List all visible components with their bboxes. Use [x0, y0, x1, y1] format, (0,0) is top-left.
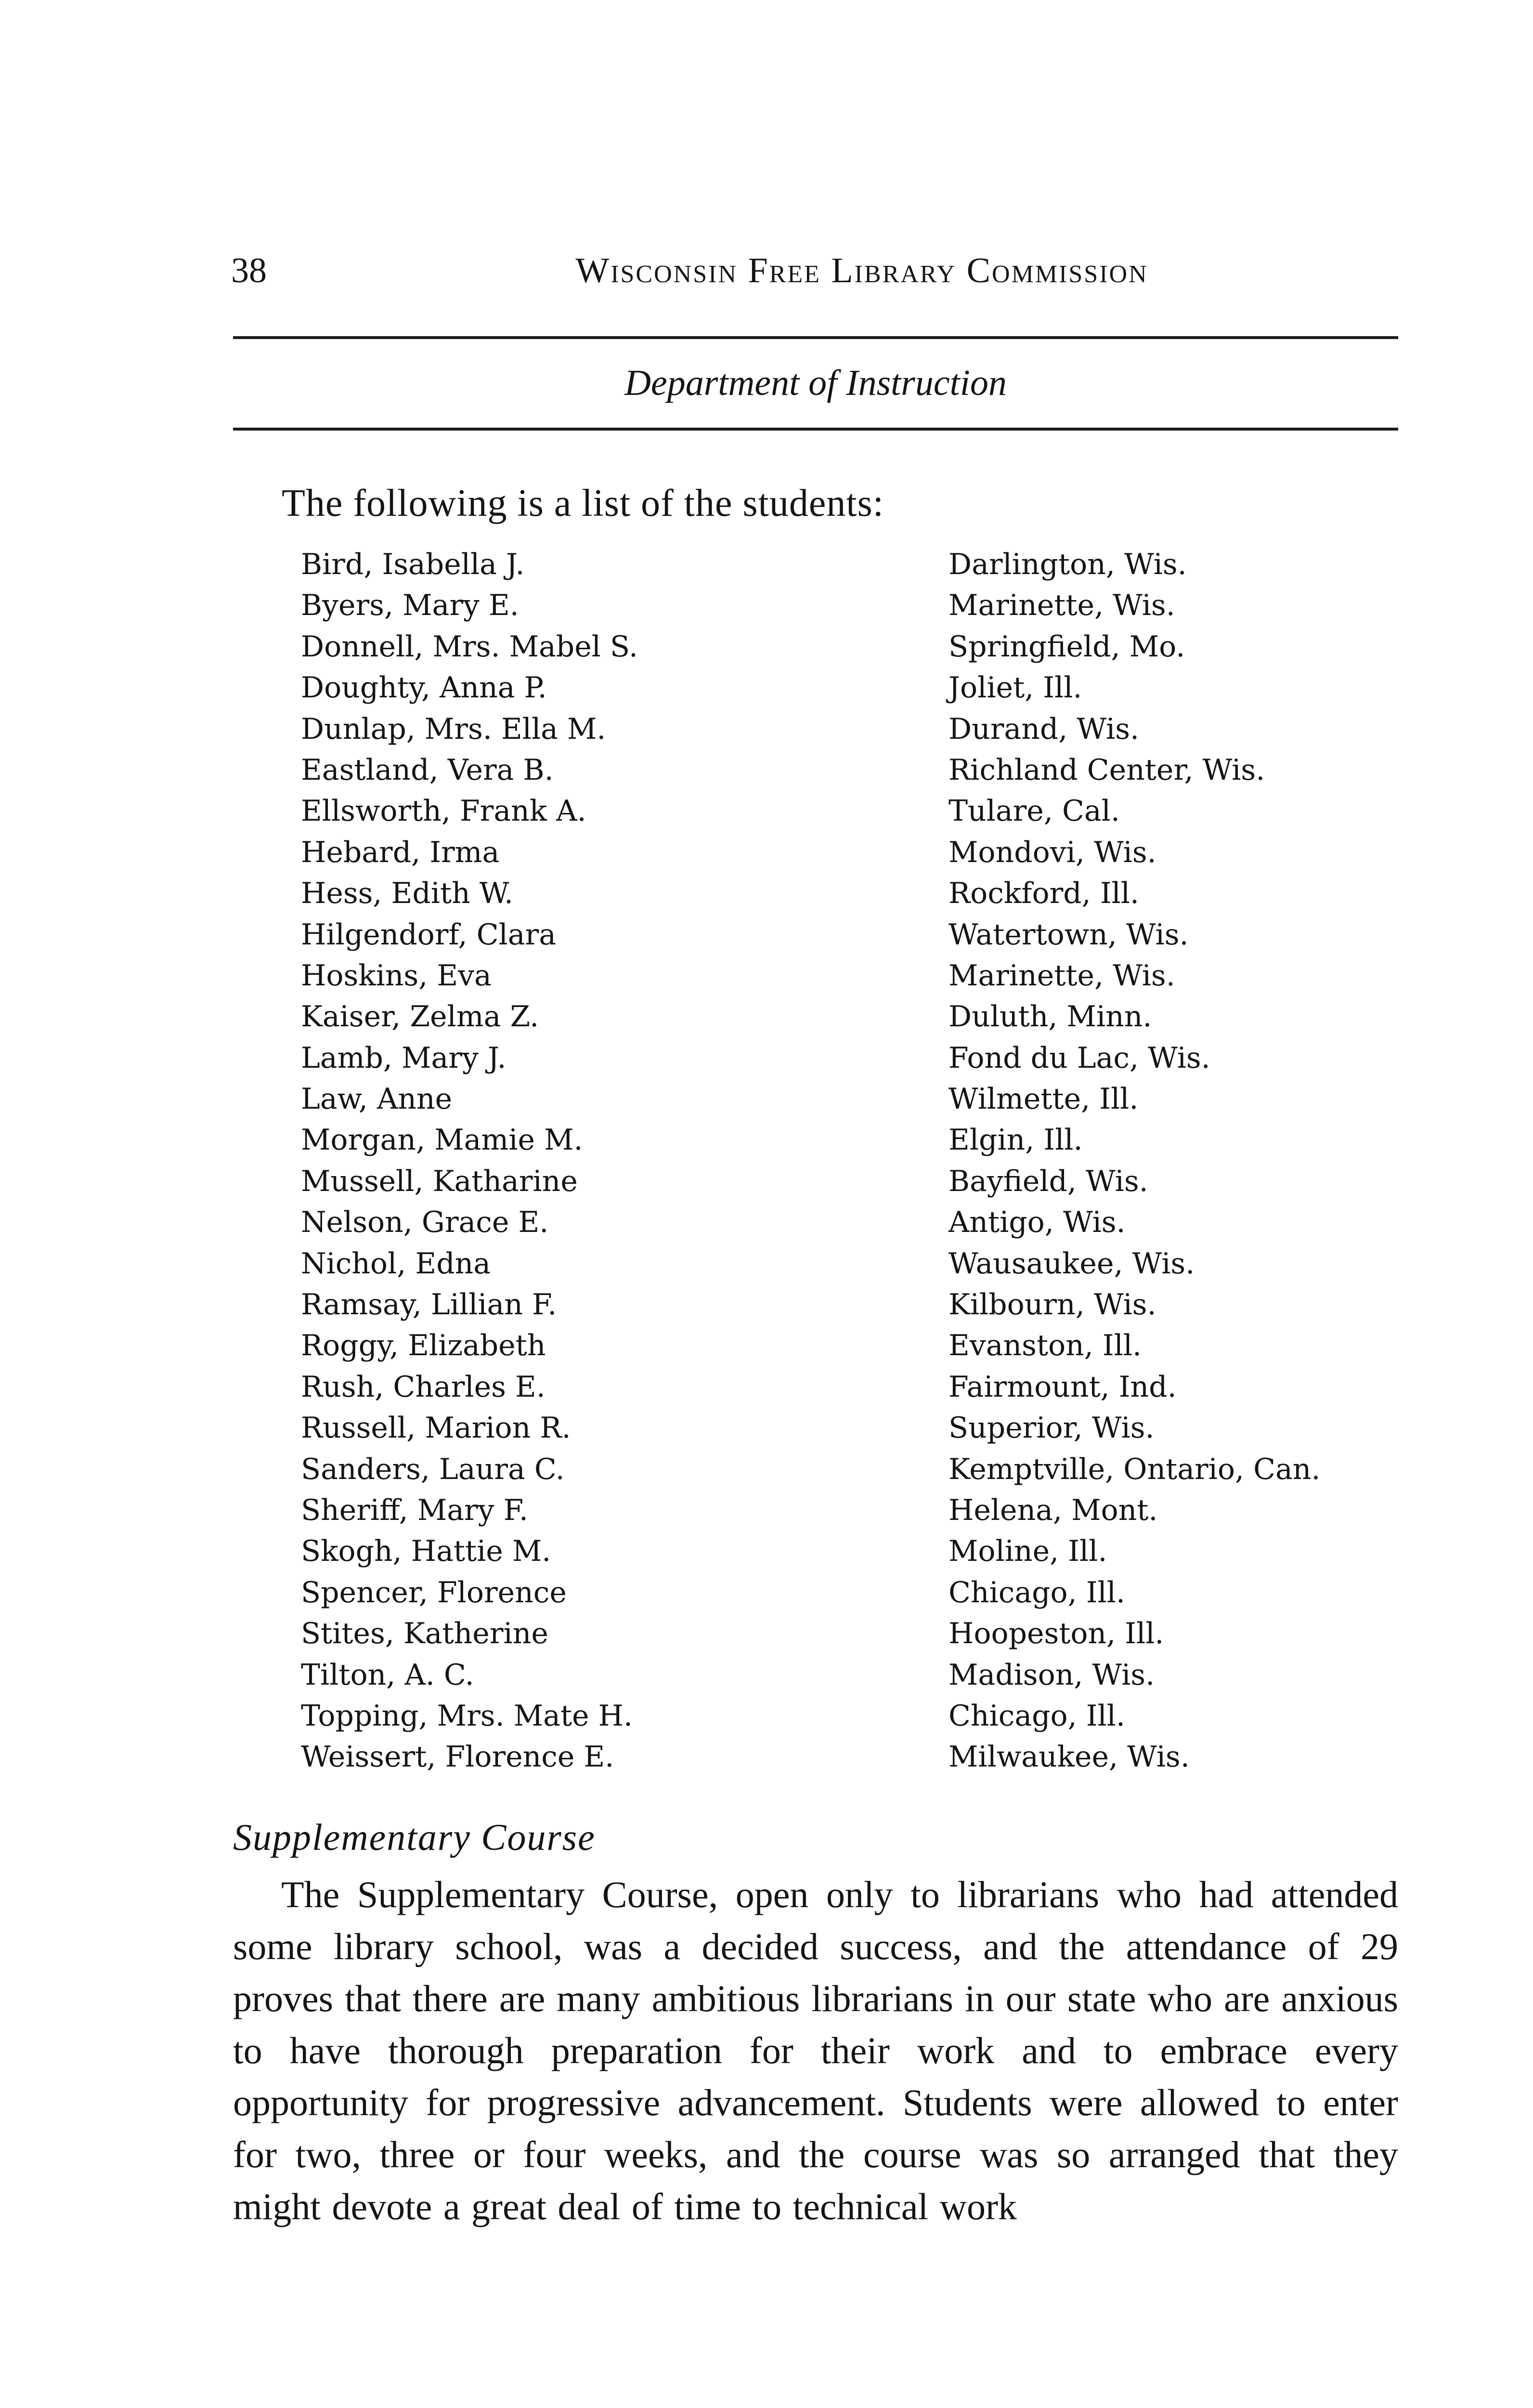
student-name: Dunlap, Mrs. Ella M. — [301, 712, 606, 746]
student-name: Morgan, Mamie M. — [301, 1123, 583, 1157]
student-name: Roggy, Elizabeth — [301, 1329, 546, 1363]
student-place: Wilmette, Ill. — [948, 1082, 1139, 1116]
student-name: Eastland, Vera B. — [301, 753, 554, 787]
student-place: Joliet, Ill. — [948, 671, 1082, 705]
student-name: Kaiser, Zelma Z. — [301, 1000, 539, 1034]
student-place: Milwaukee, Wis. — [948, 1740, 1190, 1774]
student-row — [301, 1531, 1418, 1572]
student-row — [301, 996, 1418, 1037]
student-name: Donnell, Mrs. Mabel S. — [301, 629, 638, 664]
student-name: Hess, Edith W. — [301, 877, 514, 911]
header-rule-top — [233, 336, 1398, 339]
supplementary-paragraph: The Supplementary Course, open only to librarians who had attended some library school, was a decided success, and the attendance of 29 proves that there are many ambitious librarians in our state who are anxious to have thorough preparation for their work and to embrace every opportunity for progressive advancement. Students were allowed to enter for two, three or four weeks, and the course was so arranged that they might devote a great deal of time to technical work — [233, 1873, 1398, 2227]
student-place: Bayfield, Wis. — [948, 1164, 1148, 1198]
student-row — [301, 1038, 1418, 1079]
student-name: Stites, Katherine — [301, 1617, 548, 1651]
header-rule-bottom — [233, 428, 1398, 431]
student-name: Sheriff, Mary F. — [301, 1493, 528, 1527]
student-place: Elgin, Ill. — [948, 1123, 1083, 1157]
student-row — [301, 1325, 1418, 1366]
running-head — [231, 246, 1406, 299]
student-name: Sanders, Laura C. — [301, 1452, 565, 1486]
student-name: Russell, Marion R. — [301, 1411, 571, 1445]
section-heading: Department of Instruction — [624, 363, 1007, 403]
student-row — [301, 1737, 1418, 1778]
page-number: 38 — [231, 251, 267, 290]
student-place: Marinette, Wis. — [948, 958, 1175, 993]
student-name: Weissert, Florence E. — [301, 1740, 614, 1774]
student-place: Springfield, Mo. — [948, 629, 1185, 664]
student-row — [301, 955, 1418, 996]
student-row — [301, 667, 1418, 708]
student-row — [301, 1079, 1418, 1120]
student-name: Topping, Mrs. Mate H. — [301, 1699, 633, 1733]
student-place: Marinette, Wis. — [948, 589, 1175, 623]
student-name: Hoskins, Eva — [301, 958, 492, 993]
student-row — [301, 832, 1418, 873]
student-name: Doughty, Anna P. — [301, 671, 547, 705]
student-place: Chicago, Ill. — [948, 1699, 1125, 1733]
student-place: Moline, Ill. — [948, 1534, 1107, 1569]
student-place: Durand, Wis. — [948, 712, 1140, 746]
student-row — [301, 1408, 1418, 1449]
student-place: Wausaukee, Wis. — [948, 1246, 1195, 1281]
student-place: Kilbourn, Wis. — [948, 1288, 1156, 1322]
student-name: Ramsay, Lillian F. — [301, 1288, 557, 1322]
student-place: Evanston, Ill. — [948, 1329, 1142, 1363]
student-place: Superior, Wis. — [948, 1411, 1155, 1445]
student-name: Law, Anne — [301, 1082, 453, 1116]
supplementary-heading: Supplementary Course — [233, 1816, 596, 1858]
student-place: Chicago, Ill. — [948, 1575, 1125, 1610]
student-place: Madison, Wis. — [948, 1658, 1155, 1692]
student-name: Rush, Charles E. — [301, 1370, 546, 1404]
student-place: Kemptville, Ontario, Can. — [948, 1452, 1321, 1486]
student-row — [301, 1161, 1418, 1202]
student-row — [301, 1696, 1418, 1737]
student-place: Darlington, Wis. — [948, 548, 1187, 581]
student-name: Nichol, Edna — [301, 1246, 491, 1281]
student-place: Mondovi, Wis. — [948, 835, 1156, 869]
student-name: Hebard, Irma — [301, 835, 500, 869]
student-name: Lamb, Mary J. — [301, 1041, 507, 1075]
student-place: Fond du Lac, Wis. — [948, 1041, 1210, 1075]
student-list — [301, 544, 1418, 1778]
student-place: Richland Center, Wis. — [948, 753, 1265, 787]
student-row — [301, 1613, 1418, 1654]
student-row — [301, 1243, 1418, 1284]
student-place: Antigo, Wis. — [948, 1205, 1126, 1240]
student-place: Hoopeston, Ill. — [948, 1617, 1164, 1651]
student-row — [301, 585, 1418, 626]
student-name: Tilton, A. C. — [301, 1658, 474, 1692]
student-row — [301, 791, 1418, 832]
student-name: Nelson, Grace E. — [301, 1205, 549, 1240]
student-name: Bird, Isabella J. — [301, 548, 525, 581]
student-name: Mussell, Katharine — [301, 1164, 578, 1198]
student-name: Hilgendorf, Clara — [301, 917, 557, 952]
student-name: Ellsworth, Frank A. — [301, 794, 586, 828]
student-row — [301, 1202, 1418, 1243]
student-place: Fairmount, Ind. — [948, 1370, 1177, 1404]
student-name: Spencer, Florence — [301, 1575, 567, 1610]
student-row — [301, 1367, 1418, 1408]
student-row — [301, 627, 1418, 667]
student-row — [301, 750, 1418, 791]
student-name: Byers, Mary E. — [301, 589, 519, 623]
student-row — [301, 544, 1418, 585]
student-place: Watertown, Wis. — [948, 917, 1189, 952]
student-row — [301, 1572, 1418, 1613]
student-row — [301, 709, 1418, 750]
student-place: Helena, Mont. — [948, 1493, 1158, 1527]
intro-text: The following is a list of the students: — [282, 482, 884, 524]
student-place: Tulare, Cal. — [948, 794, 1120, 828]
student-row — [301, 915, 1418, 955]
student-row — [301, 1120, 1418, 1161]
student-row — [301, 873, 1418, 914]
student-place: Rockford, Ill. — [948, 877, 1139, 911]
student-name: Skogh, Hattie M. — [301, 1534, 551, 1569]
student-row — [301, 1284, 1418, 1325]
student-row — [301, 1490, 1418, 1531]
student-place: Duluth, Minn. — [948, 1000, 1152, 1034]
student-row — [301, 1449, 1418, 1490]
journal-title: Wisconsin Free Library Commission — [575, 251, 1148, 290]
student-row — [301, 1655, 1418, 1696]
